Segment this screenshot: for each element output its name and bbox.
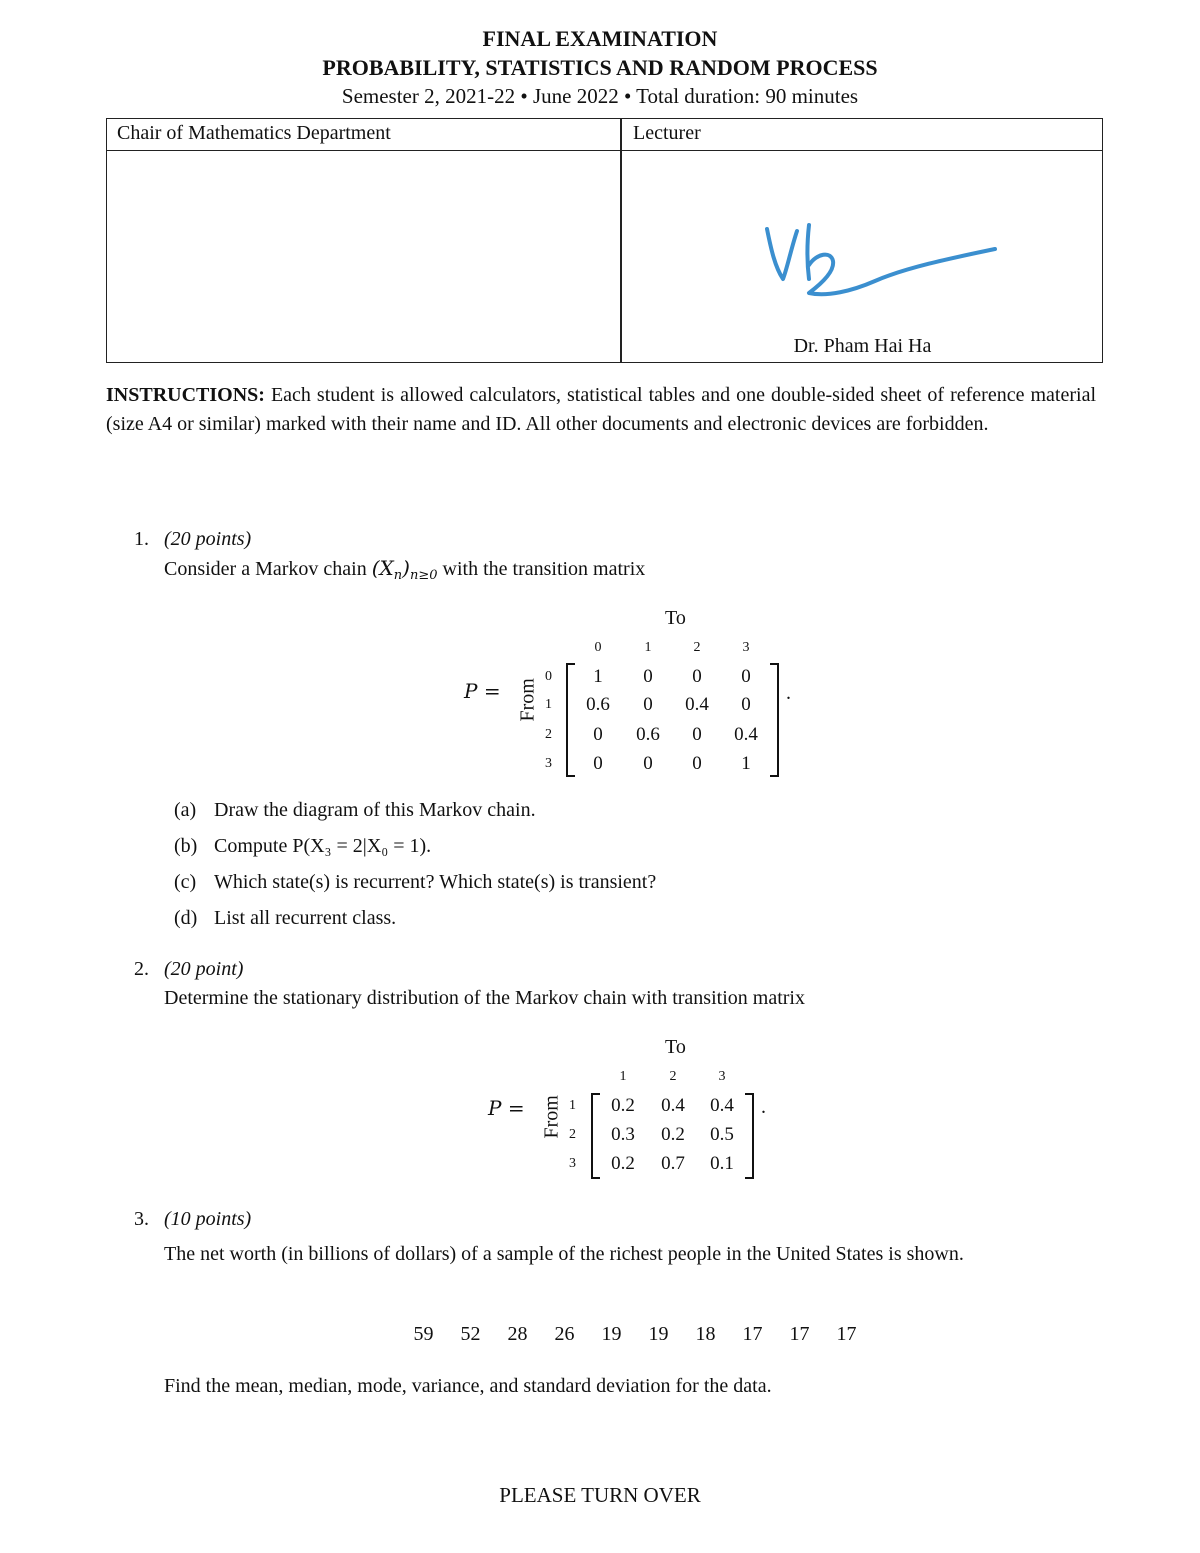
q2-intro: Determine the stationary distribution of the Markov chain with transition matrix — [164, 987, 805, 1009]
q1-matrix-cell: 0 — [741, 694, 751, 715]
q1-matrix-cell: 0 — [692, 666, 702, 687]
q2-matrix-cell: 0.1 — [710, 1153, 734, 1174]
q1-col-header: 3 — [742, 640, 750, 655]
q3-data-value: 19 — [648, 1323, 669, 1345]
instructions-text: Each student is allowed calculators, statistical tables and one double-sided sheet of reference material (size A4 or similar) marked with their name and ID. All other documents and electronic devices are forbidden. — [106, 384, 1096, 435]
q1-part-d: (d) List all recurrent class. — [174, 907, 397, 929]
q2-matrix-cell: 0.4 — [710, 1095, 734, 1116]
q2-col-header: 2 — [669, 1069, 677, 1084]
q1-right-bracket — [770, 663, 779, 777]
q1-part-b: (b) Compute P(X₃ = 2|X₀ = 1). — [174, 835, 432, 857]
markov-chain-notation: $(X_n)_{n\ge 0}$ — [371, 556, 438, 583]
q2-matrix-cell: 0.2 — [611, 1153, 635, 1174]
q3-data-value: 17 — [836, 1323, 857, 1345]
q2-matrix-cell: 0.2 — [611, 1095, 635, 1116]
q1-col-header: 1 — [644, 640, 652, 655]
course-title: PROBABILITY, STATISTICS AND RANDOM PROCESS — [322, 55, 878, 80]
q1-matrix-cell: 0 — [741, 666, 751, 687]
q2-from-label: From — [540, 1095, 563, 1139]
q3-data-value: 19 — [601, 1323, 622, 1345]
q2-matrix-cell: 0.3 — [611, 1124, 635, 1145]
q2-col-header: 3 — [718, 1069, 726, 1084]
q1-matrix-cell: 0 — [643, 753, 653, 774]
q2-row-header: 2 — [569, 1127, 576, 1142]
q3-data-value: 28 — [507, 1323, 528, 1345]
q1-row-header: 0 — [545, 669, 552, 684]
q1-number: 1. — [134, 528, 149, 550]
q2-col-header: 1 — [619, 1069, 627, 1084]
q1-matrix-cell: 0 — [692, 753, 702, 774]
q3-points: (10 points) — [164, 1208, 252, 1230]
q2-matrix-cell: 0.2 — [661, 1124, 685, 1145]
q3-task: Find the mean, median, mode, variance, and standard deviation for the data. — [164, 1375, 772, 1397]
q1-matrix-cell: 0 — [643, 694, 653, 715]
q1-p-label: P = — [464, 679, 501, 703]
q3-intro: The net worth (in billions of dollars) of a sample of the richest people in the United States is shown. — [164, 1243, 964, 1265]
q1-part-c: (c) Which state(s) is recurrent? Which state(s) is transient? — [174, 871, 657, 893]
q2-p-label: P = — [488, 1096, 525, 1120]
exam-title: FINAL EXAMINATION — [482, 26, 718, 51]
q2-matrix-cell: 0.7 — [661, 1153, 685, 1174]
q3-data-value: 17 — [789, 1323, 810, 1345]
q2-period: . — [761, 1096, 766, 1118]
signature-table — [106, 118, 1103, 363]
q1-matrix-cell: 0.6 — [636, 724, 660, 745]
q2-to-label: To — [665, 1036, 686, 1058]
q1-intro: Consider a Markov chain $(X_n)_{n\ge 0}$ with the transition matrix — [164, 556, 646, 583]
q3-data-row — [400, 1323, 870, 1346]
page-footer: PLEASE TURN OVER — [499, 1483, 701, 1507]
q1-matrix-cell: 0.4 — [685, 694, 709, 715]
q3-data-value: 52 — [460, 1323, 481, 1345]
q1-row-header: 3 — [545, 756, 552, 771]
q3-number: 3. — [134, 1208, 149, 1230]
q1-part-a: (a) Draw the diagram of this Markov chain. — [174, 799, 536, 821]
lecturer-header: Lecturer — [633, 122, 701, 144]
q1-row-header: 1 — [545, 697, 552, 712]
q3-data-value: 59 — [413, 1323, 434, 1345]
lecturer-name: Dr. Pham Hai Ha — [793, 335, 932, 357]
q2-matrix-cell: 0.5 — [710, 1124, 734, 1145]
q1-matrix-cell: 0 — [643, 666, 653, 687]
q2-row-header: 1 — [569, 1098, 576, 1113]
q1-matrix-cell: 1 — [593, 666, 603, 687]
instructions — [106, 381, 1096, 439]
q3-data-value: 26 — [554, 1323, 575, 1345]
q1-matrix-cell: 0.6 — [586, 694, 610, 715]
q2-number: 2. — [134, 958, 149, 980]
q2-row-header: 3 — [569, 1156, 576, 1171]
q1-matrix-cell: 0 — [593, 753, 603, 774]
exam-info: Semester 2, 2021-22 • June 2022 • Total duration: 90 minutes — [341, 84, 859, 108]
q1-row-header: 2 — [545, 727, 552, 742]
q1-col-header: 2 — [693, 640, 701, 655]
chair-header: Chair of Mathematics Department — [117, 122, 391, 144]
lecturer-signature — [757, 219, 1017, 309]
q1-matrix-cell: 0 — [593, 724, 603, 745]
q3-data-value: 18 — [695, 1323, 716, 1345]
q2-points: (20 point) — [164, 958, 244, 980]
q1-matrix-cell: 0.4 — [734, 724, 758, 745]
q1-points: (20 points) — [164, 528, 252, 550]
q1-from-label: From — [516, 678, 539, 722]
q1-period: . — [786, 682, 791, 704]
q2-matrix-cell: 0.4 — [661, 1095, 685, 1116]
q1-matrix-cell: 0 — [692, 724, 702, 745]
instructions-label: INSTRUCTIONS: — [106, 384, 265, 406]
q1-col-header: 0 — [594, 640, 602, 655]
q1-matrix-cell: 1 — [741, 753, 751, 774]
q3-data-value: 17 — [742, 1323, 763, 1345]
q1-to-label: To — [665, 607, 686, 629]
